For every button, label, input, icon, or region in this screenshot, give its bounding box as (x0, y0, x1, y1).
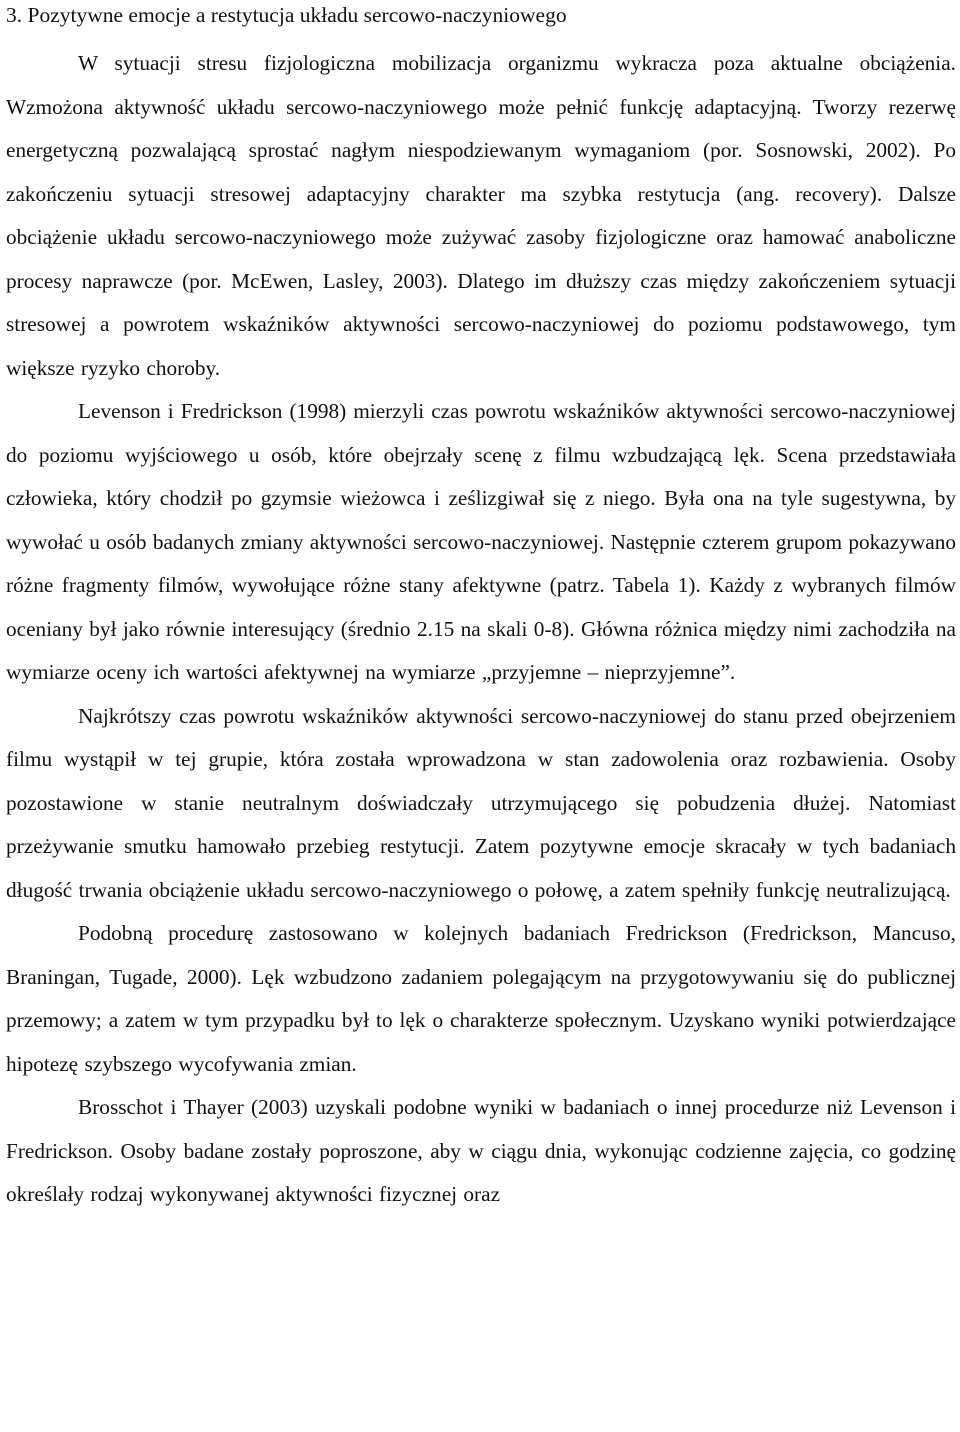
section-title: 3. Pozytywne emocje a restytucja układu sercowo-naczyniowego (6, 3, 567, 27)
paragraph-levenson-fredrickson: Levenson i Fredrickson (1998) mierzyli czas powrotu wskaźników aktywności sercowo-naczyniowej do poziomu wyjściowego u osób, które obejrzały scenę z filmu wzbudzającą lęk. Scena przedstawiała człowieka, który chodził po gzymsie wieżowca i ześlizgiwał się z niego. Była ona na tyle sugestywna, by wywołać u osób badanych zmiany aktywności sercowo-naczyniowej. Następnie czterem grupom pokazywano różne fragmenty filmów, wywołujące różne stany afektywne (patrz. Tabela 1). Każdy z wybranych filmów oceniany był jako równie interesujący (średnio 2.15 na skali 0-8). Główna różnica między nimi zachodziła na wymiarze oceny ich wartości afektywnej na wymiarze „przyjemne – nieprzyjemne”. (6, 399, 956, 684)
paragraph-brosschot-thayer: Brosschot i Thayer (2003) uzyskali podobne wyniki w badaniach o innej procedurze niż Levenson i Fredrickson. Osoby badane zostały poproszone, aby w ciągu dnia, wykonując codzienne zajęcia, co godzinę określały rodzaj wykonywanej aktywności fizycznej oraz (6, 1095, 956, 1206)
document-page (6, 0, 956, 1217)
paragraph-fredrickson-2000: Podobną procedurę zastosowano w kolejnych badaniach Fredrickson (Fredrickson, Mancuso, Braningan, Tugade, 2000). Lęk wzbudzono zadaniem polegającym na przygotowywaniu się do publicznej przemowy; a zatem w tym przypadku był to lęk o charakterze społecznym. Uzyskano wyniki potwierdzające hipotezę szybszego wycofywania zmian. (6, 921, 956, 1076)
paragraph-shortest-recovery: Najkrótszy czas powrotu wskaźników aktywności sercowo-naczyniowej do stanu przed obejrzeniem filmu wystąpił w tej grupie, która została wprowadzona w stan zadowolenia oraz rozbawienia. Osoby pozostawione w stanie neutralnym doświadczały utrzymującego się pobudzenia dłużej. Natomiast przeżywanie smutku hamowało przebieg restytucji. Zatem pozytywne emocje skracały w tych badaniach długość trwania obciążenie układu sercowo-naczyniowego o połowę, a zatem spełniły funkcję neutralizującą. (6, 703, 956, 902)
paragraph-stress-mobilization: W sytuacji stresu fizjologiczna mobilizacja organizmu wykracza poza aktualne obciążenia. Wzmożona aktywność układu sercowo-naczyniowego może pełnić funkcję adaptacyjną. Tworzy rezerwę energetyczną pozwalającą sprostać nagłym niespodziewanym wymaganiom (por. Sosnowski, 2002). Po zakończeniu sytuacji stresowej adaptacyjny charakter ma szybka restytucja (ang. recovery). Dalsze obciążenie układu sercowo-naczyniowego może zużywać zasoby fizjologiczne oraz hamować anaboliczne procesy naprawcze (por. McEwen, Lasley, 2003). Dlatego im dłuższy czas między zakończeniem sytuacji stresowej a powrotem wskaźników aktywności sercowo-naczyniowej do poziomu podstawowego, tym większe ryzyko choroby. (6, 51, 956, 380)
